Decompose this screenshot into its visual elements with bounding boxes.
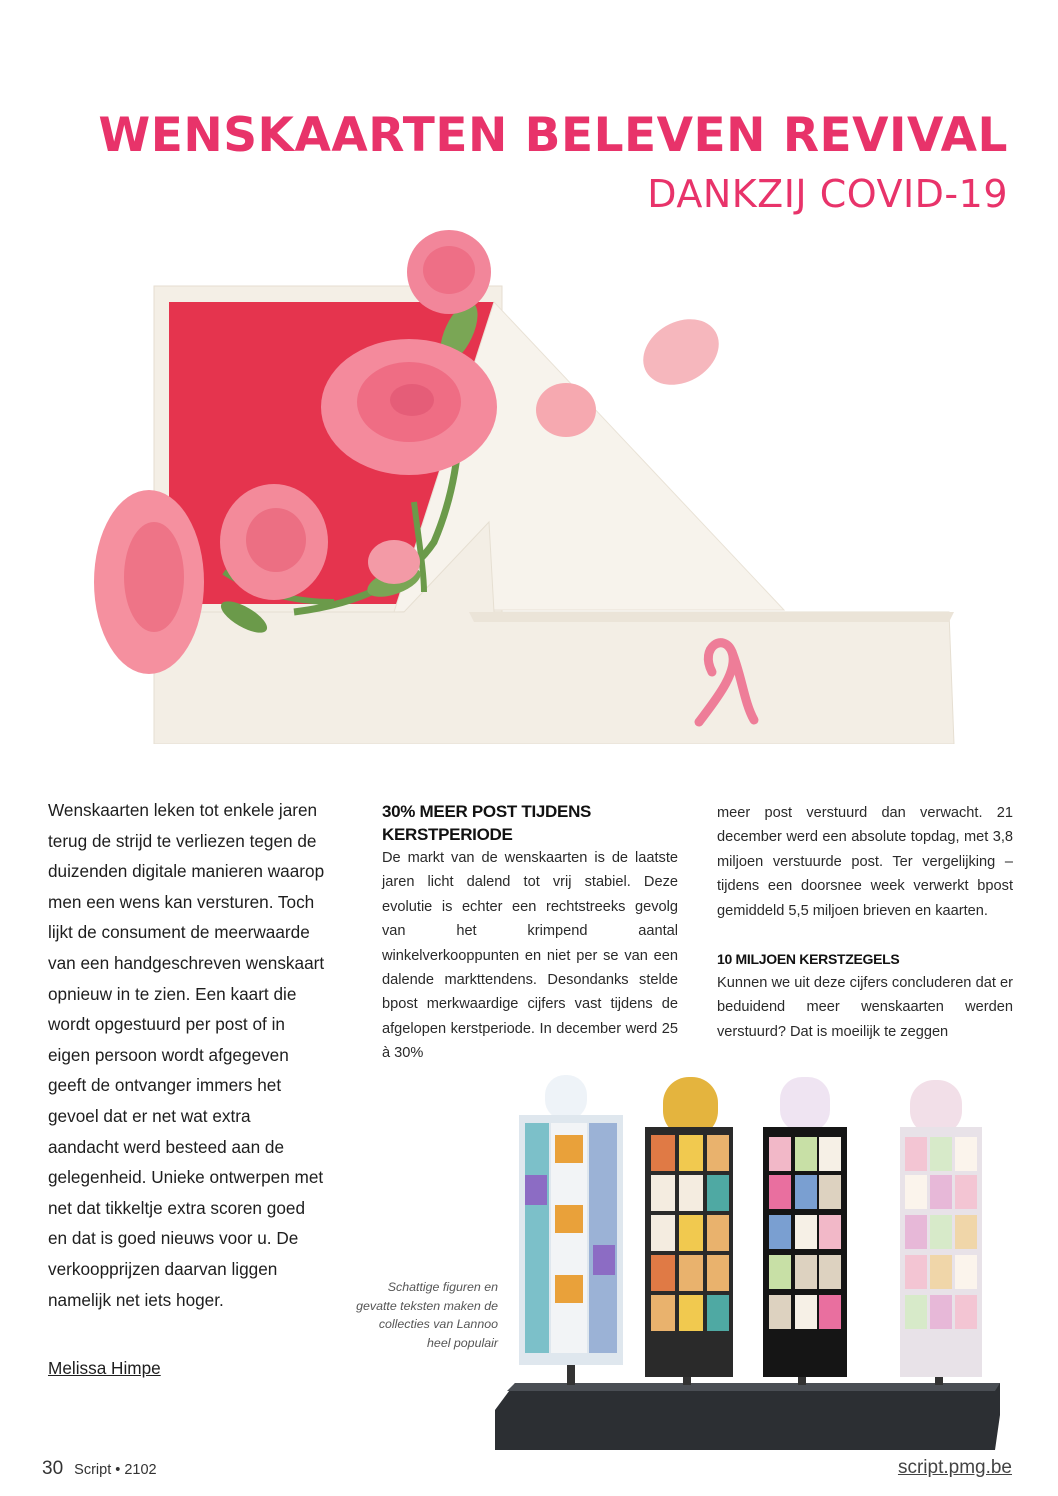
article-title: WENSKAARTEN BELEVEN REVIVAL [98,108,1008,163]
page-number: 30 [42,1458,64,1479]
article-subtitle: DANKZIJ COVID-19 [647,172,1008,216]
rose-bud [368,540,420,584]
display-base [495,1383,1000,1450]
section-heading: 30% MEER POST TIJDENS KERSTPERIODE [382,802,592,844]
petal [631,306,730,398]
section-body-continued: meer post verstuurd dan verwacht. 21 december werd een absolute topdag, met 3,8 miljoen verstuurde post. Ter vergelijking – tijdens een doorsnee week verwerkt bpost gemiddeld 5,5 miljoen brieven en kaarten. [717,805,1013,919]
petal [536,383,596,437]
rose-middle [220,484,328,600]
rack-2 [645,1077,733,1385]
rose-left [94,490,204,674]
section-heading: 10 MILJOEN KERSTZEGELS [717,951,900,968]
column-right [717,801,1013,1044]
magazine-issue: Script • 2102 [74,1462,157,1478]
hero-envelope-roses-image [94,222,1014,744]
section-body: Kunnen we uit deze cijfers concluderen dat er beduidend meer wenskaarten werden verstuurd? Dat is moeilijk te zeggen [717,975,1013,1040]
column-middle [382,800,678,1066]
intro-paragraph: Wenskaarten leken tot enkele jaren terug de strijd te verliezen tegen de duizenden digitale manieren waarop men een wens kan versturen. Toch lijkt de consument de meerwaarde van een handgeschreven wenskaart opnieuw in te zien. Een kaart die wordt opgestuurd per post of in eigen persoon wordt afgegeven geeft de ontvanger immers het gevoel dat er net wat extra aandacht werd besteed aan de gelegenheid. Unieke ontwerpen met net dat tikkeltje extra scoren goed en dat is goed nieuws voor u. De verkoopprijzen daarvan liggen namelijk net iets hoger. [48,800,325,1310]
rose-top [407,230,491,314]
rack-1 [519,1075,623,1385]
footer-website-link[interactable]: script.pmg.be [897,1457,1012,1478]
image-caption: Schattige figuren en gevatte teksten maken de collecties van Lannoo heel populair [356,1280,498,1350]
rose-center [321,339,497,475]
card-display-racks-image [495,1065,1010,1450]
rack-4 [900,1080,982,1385]
author-byline: Melissa Himpe [48,1358,161,1378]
rack-3 [763,1077,847,1385]
footer-page-info [42,1458,157,1480]
section-body: De markt van de wenskaarten is de laatste jaren licht dalend tot vrij stabiel. Deze evolutie is echter een rechtstreeks gevolg van het krimpend aantal winkelverkooppunten en niet per se van een dalende markttendens. Desondanks stelde bpost merkwaardige cijfers vast tijdens de afgelopen kerstperiode. In december werd 25 à 30% [382,850,678,1062]
